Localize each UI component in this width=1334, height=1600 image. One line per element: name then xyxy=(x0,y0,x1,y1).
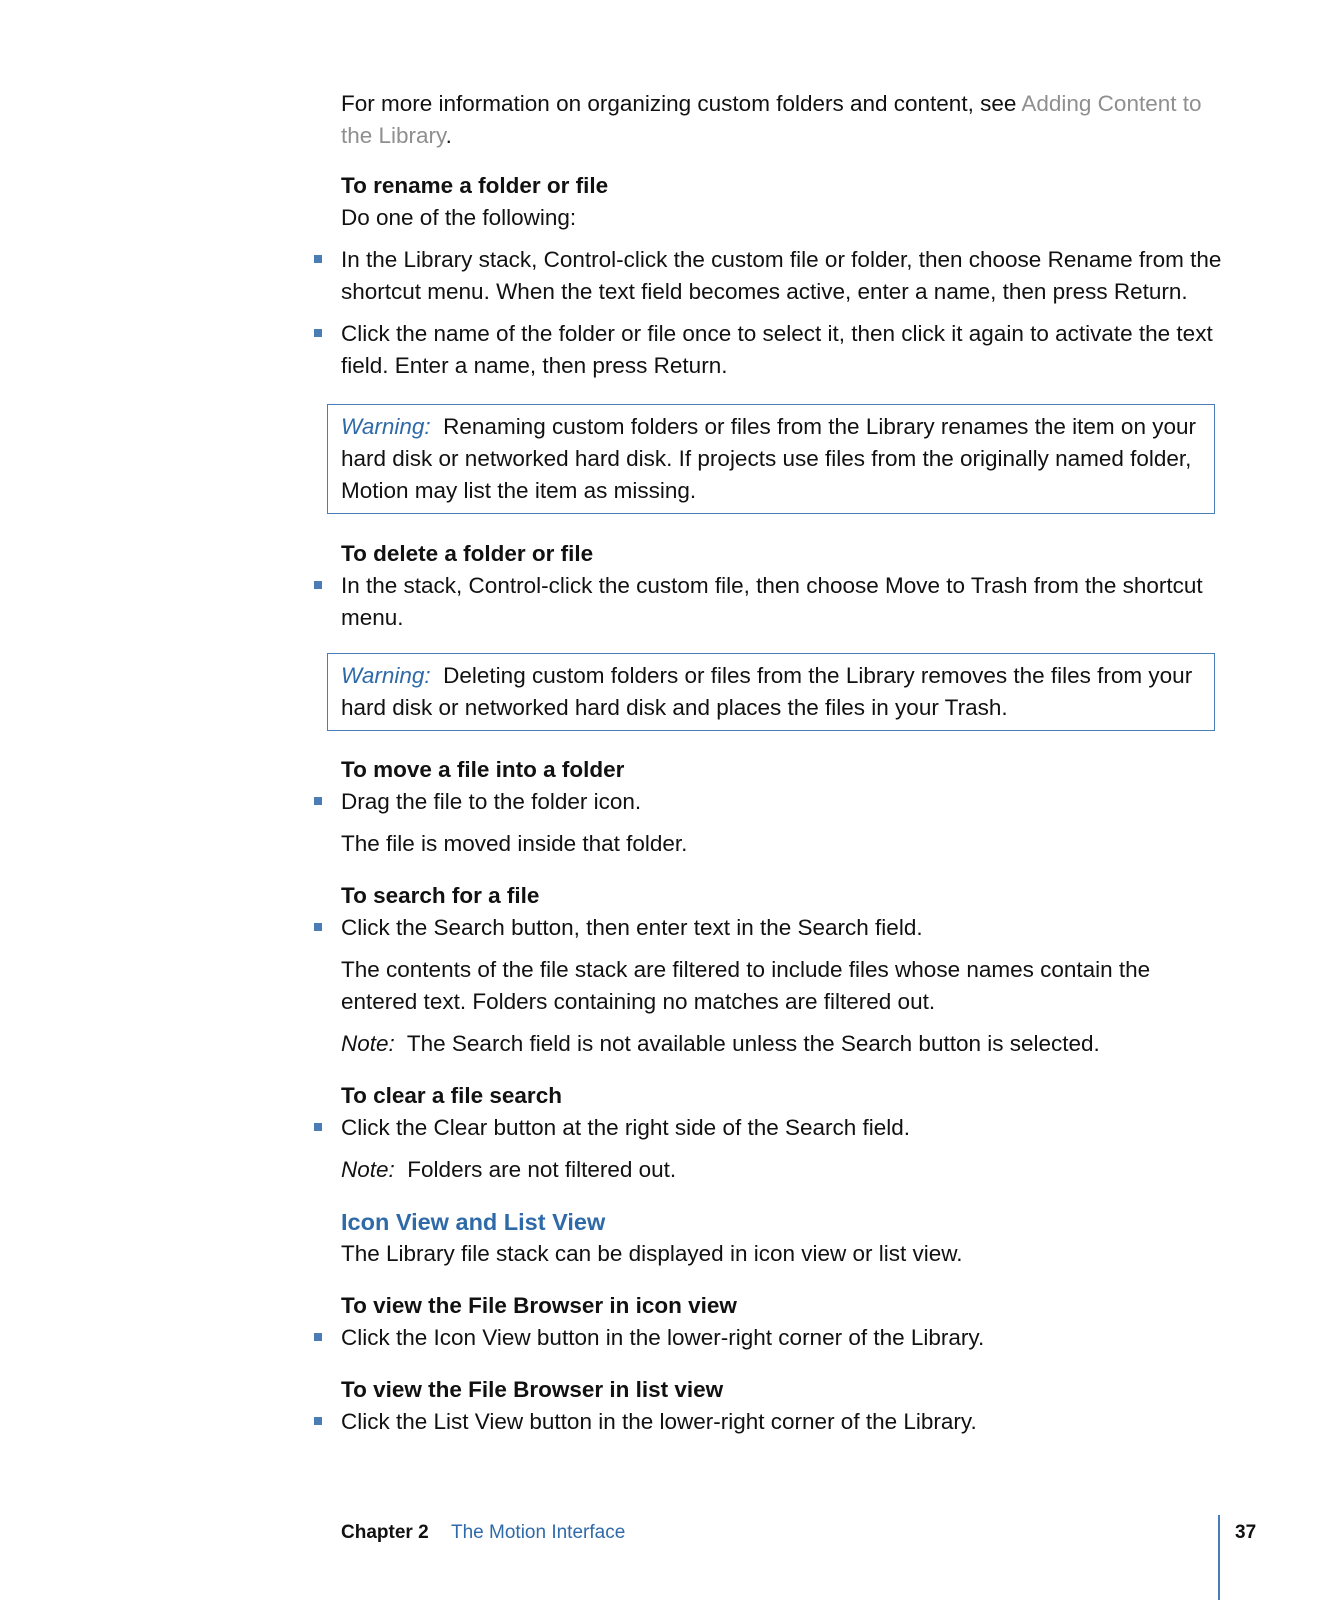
warning-label: Warning: xyxy=(341,663,431,688)
adding-content-link[interactable]: Adding Content to the Library xyxy=(341,91,1202,148)
list-item-text: In the Library stack, Control-click the custom file or folder, then choose Rename from the shortcut menu. When the text field becomes active, enter a name, then press Return. xyxy=(341,247,1222,304)
bullet-icon xyxy=(314,255,322,263)
delete-warning-box xyxy=(327,653,1215,731)
list-view-heading: To view the File Browser in list view xyxy=(341,1377,724,1402)
list-item xyxy=(341,570,1226,634)
rename-warning-box xyxy=(327,404,1215,514)
intro-end: . xyxy=(445,123,452,148)
clear-heading: To clear a file search xyxy=(341,1083,562,1108)
bullet-icon xyxy=(314,923,322,931)
search-heading: To search for a file xyxy=(341,883,540,908)
list-item-text: Click the name of the folder or file once to select it, then click it again to activate the text field. Enter a name, then press Return. xyxy=(341,321,1213,378)
list-item xyxy=(341,318,1226,382)
note-label: Note: xyxy=(341,1157,395,1182)
note-text: Folders are not filtered out. xyxy=(407,1157,677,1182)
views-intro: The Library file stack can be displayed in icon view or list view. xyxy=(341,1241,963,1266)
list-item xyxy=(341,1112,1226,1144)
move-result: The file is moved inside that folder. xyxy=(341,831,688,856)
delete-heading: To delete a folder or file xyxy=(341,541,594,566)
list-item xyxy=(341,244,1226,308)
list-item xyxy=(341,1322,1226,1354)
section-title: Icon View and List View xyxy=(341,1209,606,1235)
warning-text: Deleting custom folders or files from the Library removes the files from your hard disk or networked hard disk and places the files in your Trash. xyxy=(341,663,1193,720)
bullet-icon xyxy=(314,581,322,589)
intro-paragraph xyxy=(341,88,1226,152)
bullet-icon xyxy=(314,1123,322,1131)
footer-chapter: Chapter 2 xyxy=(341,1522,429,1543)
rename-lead: Do one of the following: xyxy=(341,205,577,230)
list-item xyxy=(341,786,1226,818)
rename-heading: To rename a folder or file xyxy=(341,173,609,198)
list-item-text: Click the Clear button at the right side of the Search field. xyxy=(341,1115,911,1140)
note-text: The Search field is not available unless the Search button is selected. xyxy=(406,1031,1100,1056)
clear-note xyxy=(341,1154,1226,1186)
bullet-icon xyxy=(314,1333,322,1341)
icon-view-heading: To view the File Browser in icon view xyxy=(341,1293,737,1318)
list-item xyxy=(341,1406,1226,1438)
page-number: 37 xyxy=(1235,1522,1257,1543)
list-item-text: In the stack, Control-click the custom file, then choose Move to Trash from the shortcut menu. xyxy=(341,573,1203,630)
warning-label: Warning: xyxy=(341,414,431,439)
list-item-text: Click the Search button, then enter text in the Search field. xyxy=(341,915,923,940)
footer-chapter-title[interactable]: The Motion Interface xyxy=(451,1522,626,1543)
bullet-icon xyxy=(314,1417,322,1425)
search-result: The contents of the file stack are filtered to include files whose names contain the entered text. Folders containing no matches are filtered out. xyxy=(341,957,1151,1014)
list-item xyxy=(341,912,1226,944)
bullet-icon xyxy=(314,329,322,337)
list-item-text: Drag the file to the folder icon. xyxy=(341,789,642,814)
note-label: Note: xyxy=(341,1031,395,1056)
list-item-text: Click the List View button in the lower-right corner of the Library. xyxy=(341,1409,977,1434)
footer-divider xyxy=(1218,1515,1220,1600)
move-heading: To move a file into a folder xyxy=(341,757,625,782)
bullet-icon xyxy=(314,797,322,805)
list-item-text: Click the Icon View button in the lower-right corner of the Library. xyxy=(341,1325,985,1350)
intro-text: For more information on organizing custom folders and content, see xyxy=(341,91,1022,116)
warning-text: Renaming custom folders or files from the Library renames the item on your hard disk or networked hard disk. If projects use files from the originally named folder, Motion may list the item as missing. xyxy=(341,414,1196,503)
search-note xyxy=(341,1028,1226,1060)
